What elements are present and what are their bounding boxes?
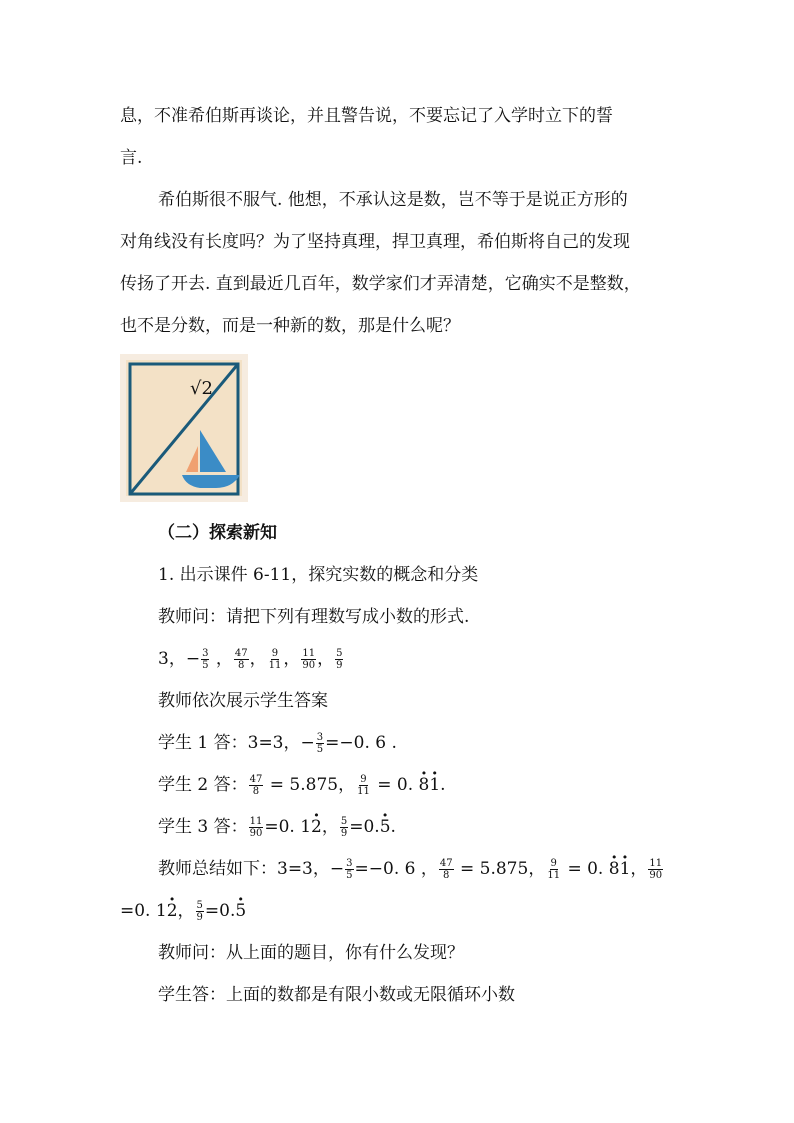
student3-answer: 学生 3 答： $\frac{11}{90}$ =0. 1· 2， $\frac{5}{9}$ =0.· 5. bbox=[158, 815, 396, 839]
repeating-digit: · 8 bbox=[419, 773, 430, 797]
teacher-summary-line2: =0. 1· 2， $\frac{5}{9}$ =0.· 5 bbox=[120, 899, 246, 923]
fraction-3-5: $\frac{3}{5}$ bbox=[202, 648, 209, 671]
repeating-digit: · 2 bbox=[167, 899, 178, 923]
para1-line1: 息，不准希伯斯再谈论，并且警告说，不要忘记了入学时立下的誓 bbox=[120, 106, 613, 126]
para2-line2: 对角线没有长度吗？为了坚持真理，捍卫真理，希伯斯将自己的发现 bbox=[120, 232, 630, 252]
numbers-row: 3，− $\frac{3}{5}$ ， $\frac{47}{8}$ ， $\frac{9}{11}$ ， $\frac{11}{90}$ ， $\frac{5}{9}$ bbox=[158, 648, 343, 671]
repeating-digit: · 1 bbox=[620, 857, 631, 881]
step1-text: 1. 出示课件 6-11，探究实数的概念和分类 bbox=[158, 565, 479, 585]
question-2: 教师问：从上面的题目，你有什么发现？ bbox=[158, 943, 464, 963]
question-1: 教师问：请把下列有理数写成小数的形式. bbox=[158, 607, 470, 627]
fraction-9-11: $\frac{9}{11}$ bbox=[268, 648, 282, 671]
teacher-show-text: 教师依次展示学生答案 bbox=[158, 691, 328, 711]
para2-line1: 希伯斯很不服气. 他想，不承认这是数，岂不等于是说正方形的 bbox=[158, 190, 628, 210]
fraction-11-90: $\frac{11}{90}$ bbox=[302, 648, 316, 671]
section-heading: （二）探索新知 bbox=[158, 523, 277, 543]
teacher-summary-line1: 教师总结如下：3=3，− $\frac{3}{5}$ =−0. 6 ， $\frac{47}{8}$ = 5.875， $\frac{9}{11}$ = 0. · 8· 1， $\frac{11}{90}$ bbox=[158, 857, 664, 881]
para2-line3: 传扬了开去. 直到最近几百年，数学家们才弄清楚，它确实不是整数， bbox=[120, 274, 641, 294]
repeating-digit: · 5 bbox=[235, 899, 246, 923]
sqrt2-sailboat-figure bbox=[120, 354, 248, 502]
student2-answer: 学生 2 答： $\frac{47}{8}$ = 5.875， $\frac{9}{11}$ = 0. · 8· 1. bbox=[158, 773, 446, 797]
repeating-digit: · 1 bbox=[429, 773, 440, 797]
student1-answer: 学生 1 答：3=3，− $\frac{3}{5}$ =−0. 6 . bbox=[158, 732, 397, 755]
repeating-digit: · 8 bbox=[609, 857, 620, 881]
fraction-5-9: $\frac{5}{9}$ bbox=[336, 648, 343, 671]
repeating-digit: · 2 bbox=[311, 815, 322, 839]
para1-line2: 言. bbox=[120, 148, 143, 168]
student-answer-final: 学生答：上面的数都是有限小数或无限循环小数 bbox=[158, 985, 515, 1005]
para2-line4: 也不是分数，而是一种新的数，那是什么呢？ bbox=[120, 316, 460, 336]
sqrt2-label: √2 bbox=[190, 378, 213, 399]
repeating-digit: · 5 bbox=[380, 815, 391, 839]
fraction-47-8: $\frac{47}{8}$ bbox=[234, 648, 248, 671]
